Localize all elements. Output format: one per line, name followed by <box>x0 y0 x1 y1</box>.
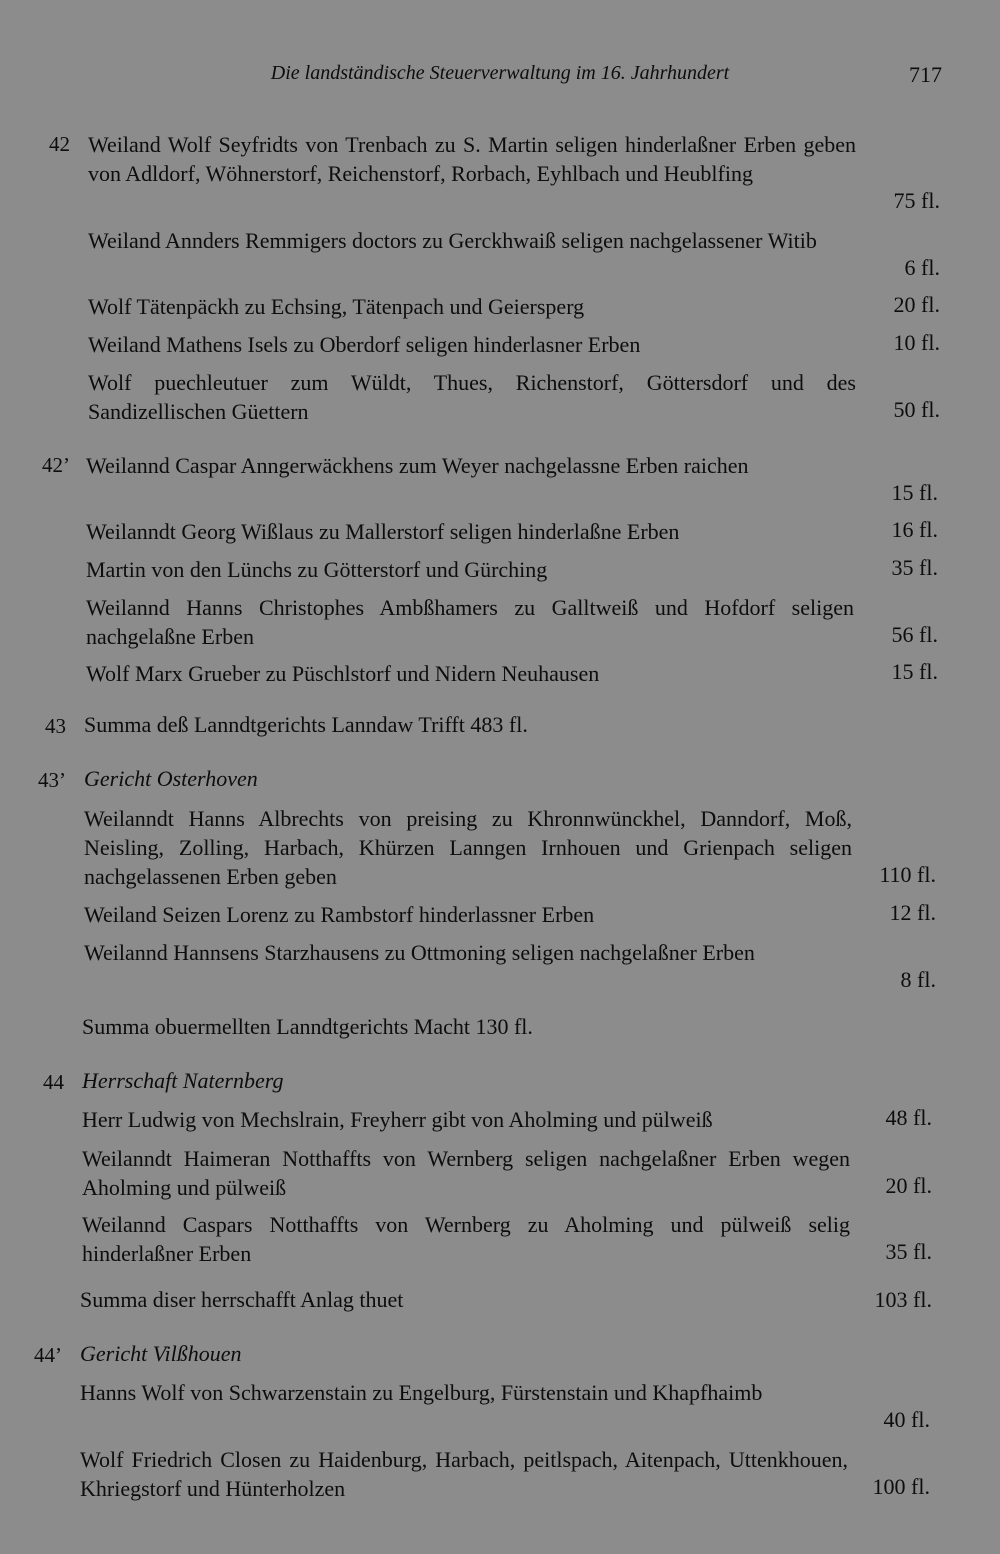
entry-text: Weilannd Caspar Anngerwäckhens zum Weyer nachgelassne Erben raichen <box>86 453 749 478</box>
section-number: 44’ <box>34 1343 62 1367</box>
entry <box>88 226 856 255</box>
entry-amount: 35 fl. <box>885 1239 932 1264</box>
entry-amount: 15 fl. <box>891 659 938 684</box>
entry-amount: 12 fl. <box>889 900 936 925</box>
entry-amount: 10 fl. <box>893 330 940 355</box>
entry-text: Wolf puechleutuer zum Wüldt, Thues, Richenstorf, Göttersdorf und des Sandizellischen Güettern <box>88 370 856 424</box>
entry <box>82 1105 850 1134</box>
entry-amount: 35 fl. <box>891 555 938 580</box>
entry-amount: 110 fl. <box>879 862 936 887</box>
summa-amount: 103 fl. <box>874 1287 932 1312</box>
page-number: 717 <box>909 62 942 87</box>
entry <box>86 451 854 480</box>
entry-amount: 16 fl. <box>891 517 938 542</box>
summa-line: Summa deß Lanndtgerichts Lanndaw Trifft 483 fl. <box>84 712 528 737</box>
entry <box>86 593 854 651</box>
entry-amount: 75 fl. <box>893 188 940 213</box>
entry <box>82 1210 850 1268</box>
entry-text: Hanns Wolf von Schwarzenstain zu Engelburg, Fürstenstain und Khapfhaimb <box>80 1380 763 1405</box>
section-title: Herrschaft Naternberg <box>82 1068 284 1093</box>
entry-text: Weilannd Hannsens Starzhausens zu Ottmoning seligen nachgelaßner Erben <box>84 940 755 965</box>
entry-text: Weiland Seizen Lorenz zu Rambstorf hinderlassner Erben <box>84 902 595 927</box>
entry <box>86 517 854 546</box>
entry <box>88 368 856 426</box>
summa-line: Summa diser herrschafft Anlag thuet <box>80 1287 404 1312</box>
running-header: Die landständische Steuerverwaltung im 16. Jahrhundert <box>270 62 730 84</box>
entry <box>88 130 856 188</box>
entry-text: Weilanndt Haimeran Notthaffts von Wernberg seligen nachgelaßner Erben wegen Aholming und pülweiß <box>82 1146 850 1200</box>
entry-text: Wolf Tätenpäckh zu Echsing, Tätenpach und Geiersperg <box>88 294 585 319</box>
section-number: 42’ <box>42 453 70 477</box>
entry-text: Weilannd Caspars Notthaffts von Wernberg zu Aholming und pülweiß selig hinderlaßner Erben <box>82 1212 850 1266</box>
entry <box>88 292 856 321</box>
entry <box>84 938 852 967</box>
entry-amount: 100 fl. <box>872 1474 930 1499</box>
entry-text: Weiland Wolf Seyfridts von Trenbach zu S. Martin seligen hinderlaßner Erben geben von Adldorf, Wöhnerstorf, Reichenstorf, Rorbach, Eyhlbach und Heublfing <box>88 132 856 186</box>
entry-amount: 50 fl. <box>893 397 940 422</box>
entry <box>88 330 856 359</box>
entry-text: Weilanndt Georg Wißlaus zu Mallerstorf seligen hinderlaßne Erben <box>86 519 680 544</box>
entry-text: Wolf Marx Grueber zu Püschlstorf und Nidern Neuhausen <box>86 661 600 686</box>
entry-text: Martin von den Lünchs zu Götterstorf und Gürching <box>86 557 548 582</box>
entry-amount: 20 fl. <box>885 1173 932 1198</box>
entry-text: Wolf Friedrich Closen zu Haidenburg, Harbach, peitlspach, Aitenpach, Uttenkhouen, Khriegstorf und Hünterholzen <box>80 1447 848 1501</box>
entry-amount: 48 fl. <box>885 1105 932 1130</box>
entry-amount: 8 fl. <box>900 967 936 992</box>
entry <box>84 900 852 929</box>
section-number: 43’ <box>38 768 66 792</box>
entry <box>80 1445 848 1503</box>
summa-line: Summa obuermellten Lanndtgerichts Macht 130 fl. <box>82 1014 533 1039</box>
entry <box>86 659 854 688</box>
entry-amount: 15 fl. <box>891 480 938 505</box>
section-number: 42 <box>49 132 70 156</box>
entry-text: Weilannd Hanns Christophes Ambßhamers zu Galltweiß und Hofdorf seligen nachgelaßne Erben <box>86 595 854 649</box>
entry <box>84 804 852 891</box>
section-title: Gericht Osterhoven <box>84 766 258 791</box>
entry-amount: 40 fl. <box>883 1407 930 1432</box>
entry <box>86 555 854 584</box>
entry-amount: 56 fl. <box>891 622 938 647</box>
entry <box>82 1144 850 1202</box>
entry-text: Herr Ludwig von Mechslrain, Freyherr gibt von Aholming und pülweiß <box>82 1107 713 1132</box>
entry-text: Weiland Annders Remmigers doctors zu Gerckhwaiß seligen nachgelassener Witib <box>88 228 817 253</box>
entry <box>80 1378 848 1407</box>
entry-text: Weilanndt Hanns Albrechts von preising zu Khronnwünckhel, Danndorf, Moß, Neisling, Zolling, Harbach, Khürzen Lanngen Irnhouen und Grienpach seligen nachgelassenen Erben geben <box>84 806 852 889</box>
entry-text: Weiland Mathens Isels zu Oberdorf seligen hinderlasner Erben <box>88 332 641 357</box>
section-number: 44 <box>43 1070 64 1094</box>
section-number: 43 <box>45 714 66 738</box>
entry-amount: 6 fl. <box>904 255 940 280</box>
entry-amount: 20 fl. <box>893 292 940 317</box>
section-title: Gericht Vilßhouen <box>80 1341 242 1366</box>
